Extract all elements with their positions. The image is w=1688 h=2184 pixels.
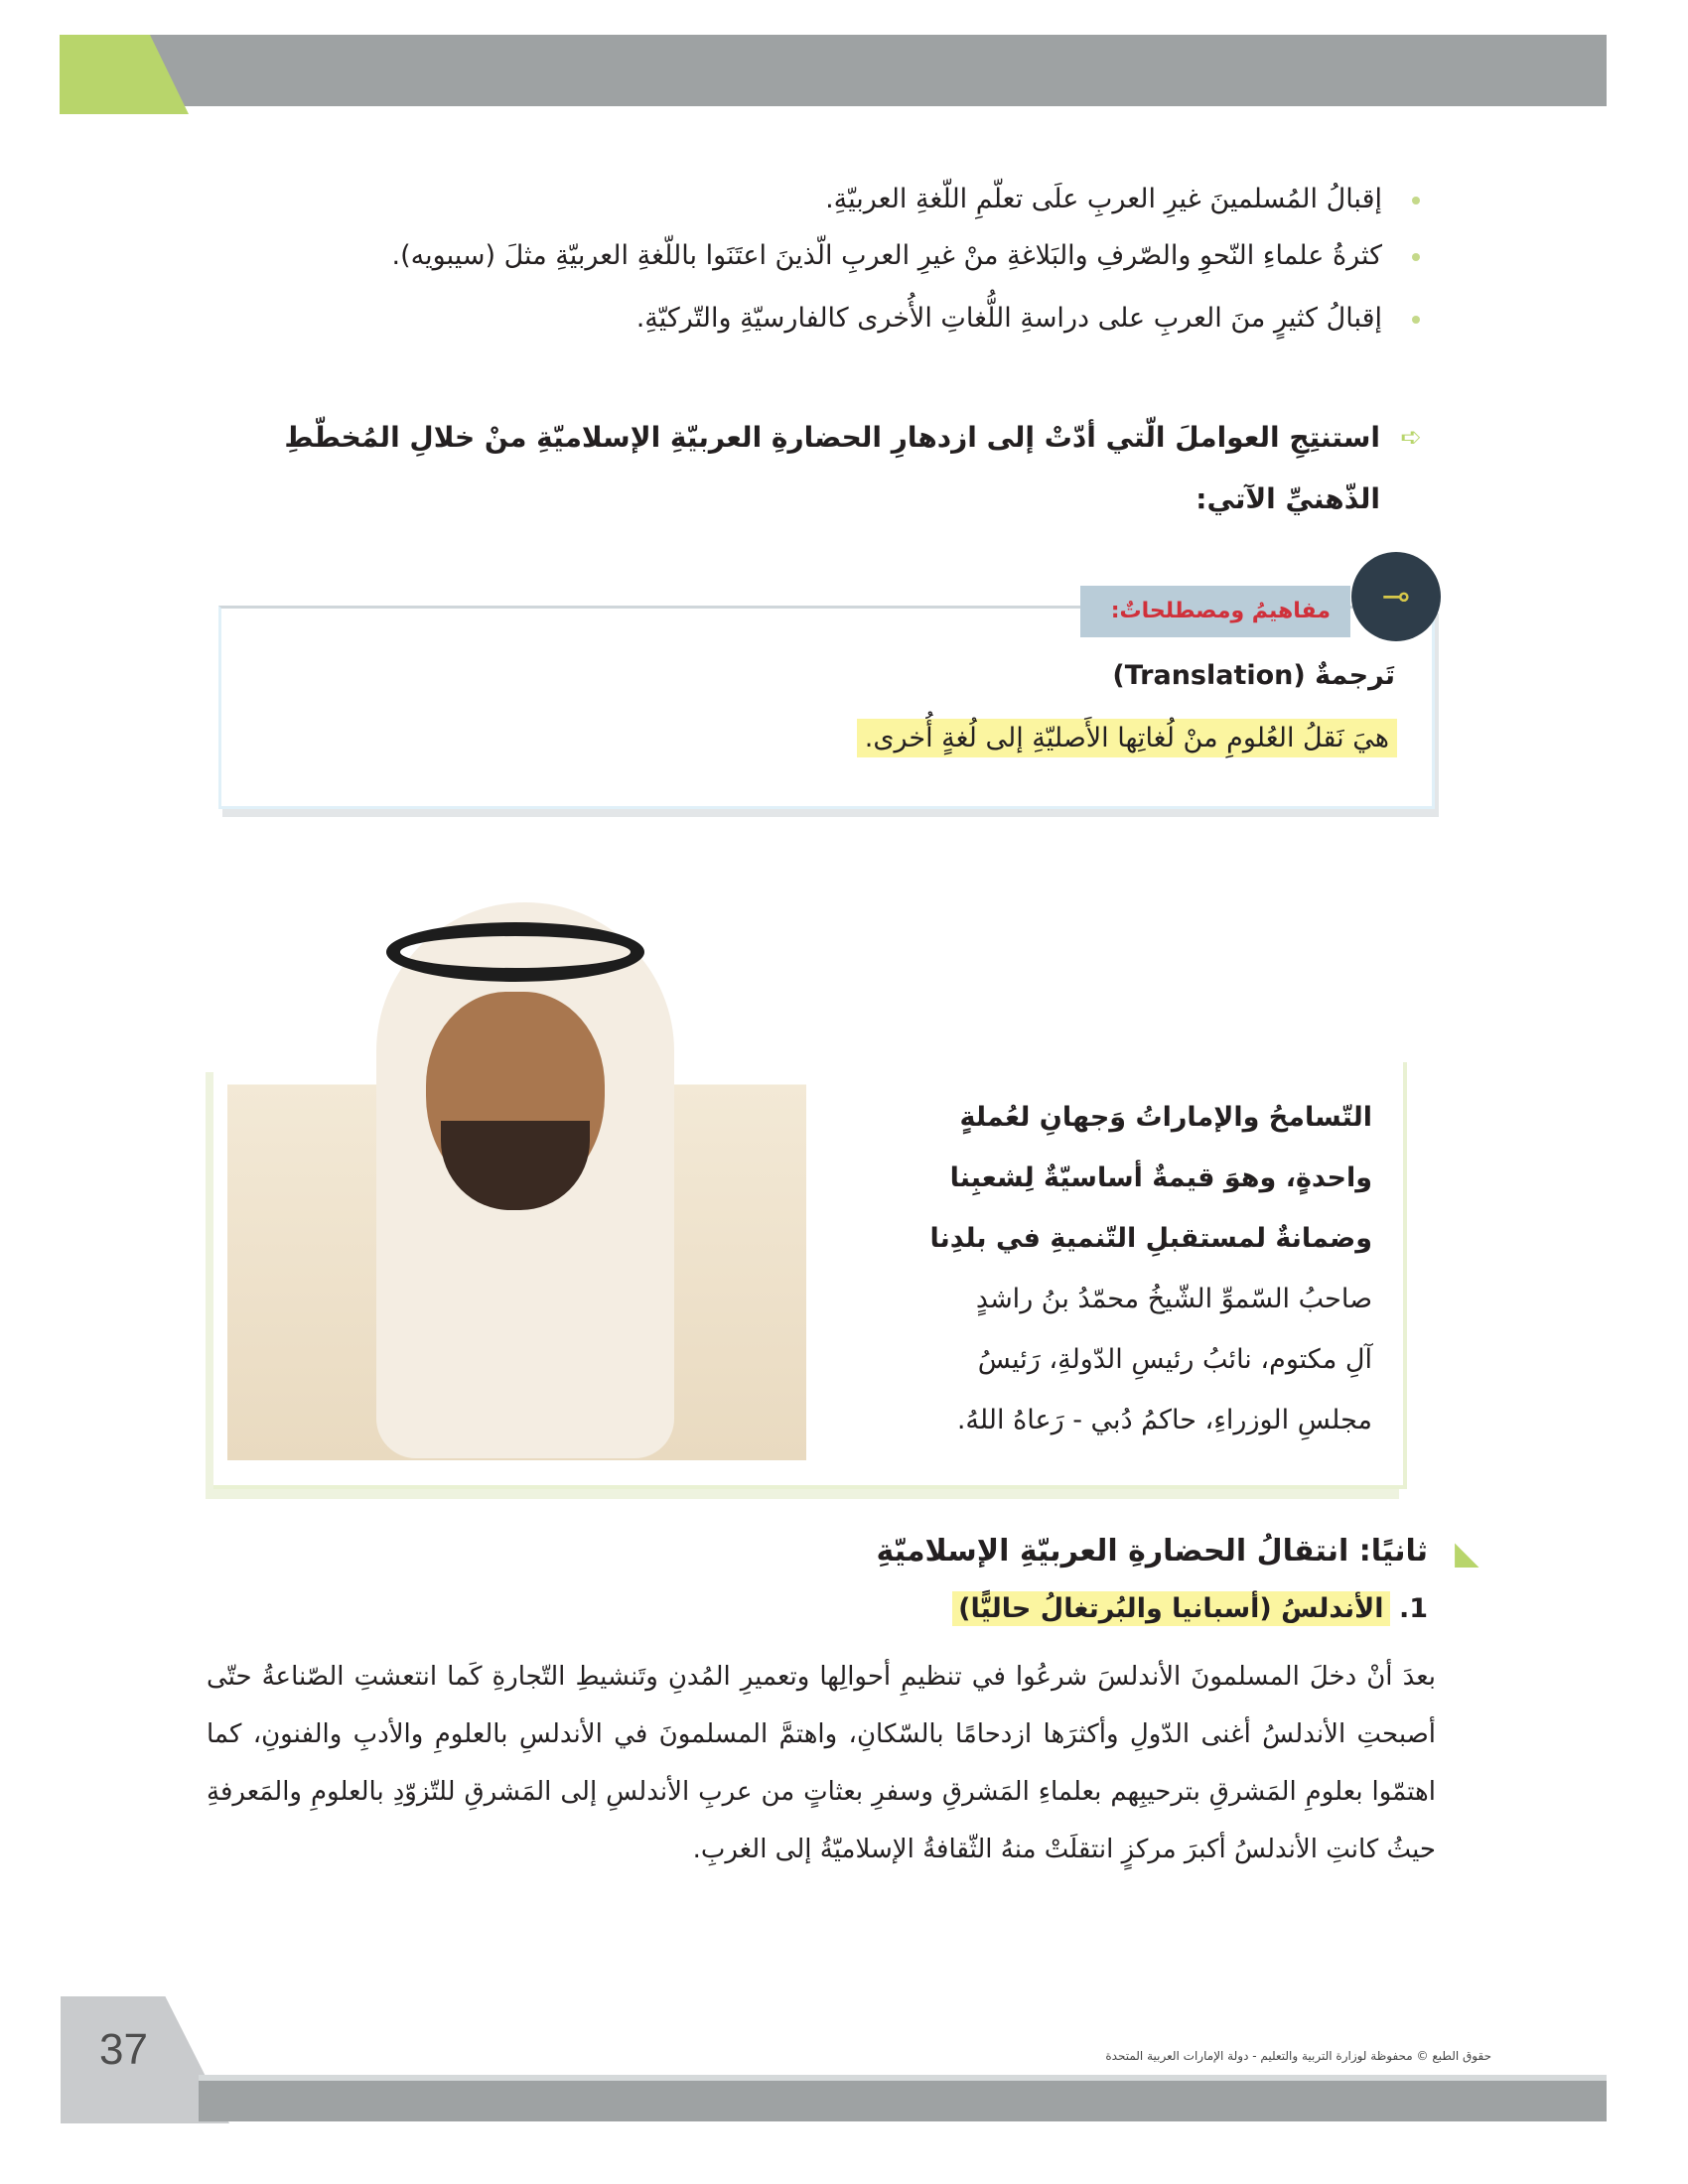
- concept-definition: هيَ نَقلُ العُلومِ منْ لُغاتِها الأَصليّةِ إلى لُغةٍ أُخرى.: [857, 719, 1397, 757]
- quote-attribution: مجلسِ الوزراءِ، حاكمُ دُبي - رَعاهُ اللهُ.: [956, 1405, 1372, 1435]
- key-icon: ⊸: [1351, 552, 1441, 641]
- leaf-icon: ◣: [1455, 1534, 1479, 1571]
- concepts-label: مفاهيمُ ومصطلحاتٌ:: [1080, 586, 1350, 637]
- quote-line: وضمانةٌ لمستقبلِ التّنميةِ في بلدِنا: [929, 1223, 1372, 1254]
- section-title: ثانيًا: انتقالُ الحضارةِ العربيّةِ الإسلاميّةِ: [876, 1534, 1428, 1569]
- bullet-icon: [1412, 316, 1420, 324]
- footer-bar: [199, 2075, 1607, 2121]
- item-number: 1.: [1398, 1593, 1428, 1624]
- item-title: الأندلسُ (أسبانيا والبُرتغالُ حاليًّا): [952, 1591, 1389, 1626]
- bullet-item: [392, 236, 1420, 276]
- quote: [816, 1087, 1372, 1450]
- portrait-photo: [227, 883, 806, 1460]
- quote-attribution: صاحبُ السّموِّ الشّيخُ محمّدُ بنُ راشدٍ: [975, 1284, 1372, 1314]
- bullet-item: [825, 180, 1420, 219]
- bullet-item: [636, 299, 1420, 339]
- bullet-text: كثرةُ علماءِ النّحوِ والصّرفِ والبَلاغةِ منْ غيرِ العربِ الّذينَ اعتَنَوا باللّغةِ العربيّةِ مثلَ (سيبويه).: [391, 240, 1382, 271]
- question-text: استنتِجِ العواملَ الّتي أدّتْ إلى ازدهارِ الحضارةِ العربيّةِ الإسلاميّةِ منْ خلالِ المُخطّطِ الذّهنيِّ الآتي:: [284, 421, 1380, 515]
- bullet-text: إقبالُ كثيرٍ منَ العربِ على دراسةِ اللُّغاتِ الأُخرى كالفارسيّةِ والتّركيّةِ.: [635, 303, 1382, 334]
- quote-attribution: آلِ مكتوم، نائبُ رئيسِ الدّولةِ، رَئيسُ: [977, 1344, 1372, 1375]
- page-number: 37: [99, 2025, 148, 2074]
- arrow-icon: ➪: [1400, 423, 1422, 453]
- numbered-item: [952, 1593, 1428, 1624]
- header-bar: [60, 35, 1607, 106]
- copyright-text: حقوق الطبع © محفوظة لوزارة التربية والتعليم - دولة الإمارات العربية المتحدة: [1105, 2049, 1491, 2063]
- concept-term: تَرجمةٌ (Translation): [1112, 660, 1395, 691]
- body-paragraph: بعدَ أنْ دخلَ المسلمونَ الأندلسَ شرعُوا في تنظيمِ أحوالِها وتعميرِ المُدنِ وتَنشيطِ التّجارةِ كَما انتعشتِ الصّناعةُ حتّى أصبحتِ الأندلسُ أغنى الدّولِ وأكثرَها ازدحامًا بالسّكانِ، واهتمَّ المسلمونَ في الأندلسِ بالعلومِ والأدبِ والفنونِ، كما اهتمّوا بعلومِ المَشرقِ بترحيبِهم بعلماءِ المَشرقِ وسفرِ بعثاتٍ من عربِ الأندلسِ إلى المَشرقِ للتّزوّدِ بالعلومِ والمَعرفةِ حيثُ كانتِ الأندلسُ أكبرَ مركزٍ انتقلَتْ منهُ الثّقافةُ الإسلاميّةُ إلى الغربِ.: [207, 1662, 1436, 1864]
- quote-line: واحدةٍ، وهوَ قيمةٌ أساسيّةٌ لِشعبِنا: [949, 1162, 1372, 1193]
- bullet-icon: [1412, 197, 1420, 205]
- quote-line: التّسامحُ والإماراتُ وَجهانِ لعُملةٍ: [959, 1102, 1372, 1133]
- bullet-text: إقبالُ المُسلمينَ غيرِ العربِ علَى تعلّمِ اللّغةِ العربيّةِ.: [825, 184, 1382, 214]
- bullet-icon: [1412, 253, 1420, 261]
